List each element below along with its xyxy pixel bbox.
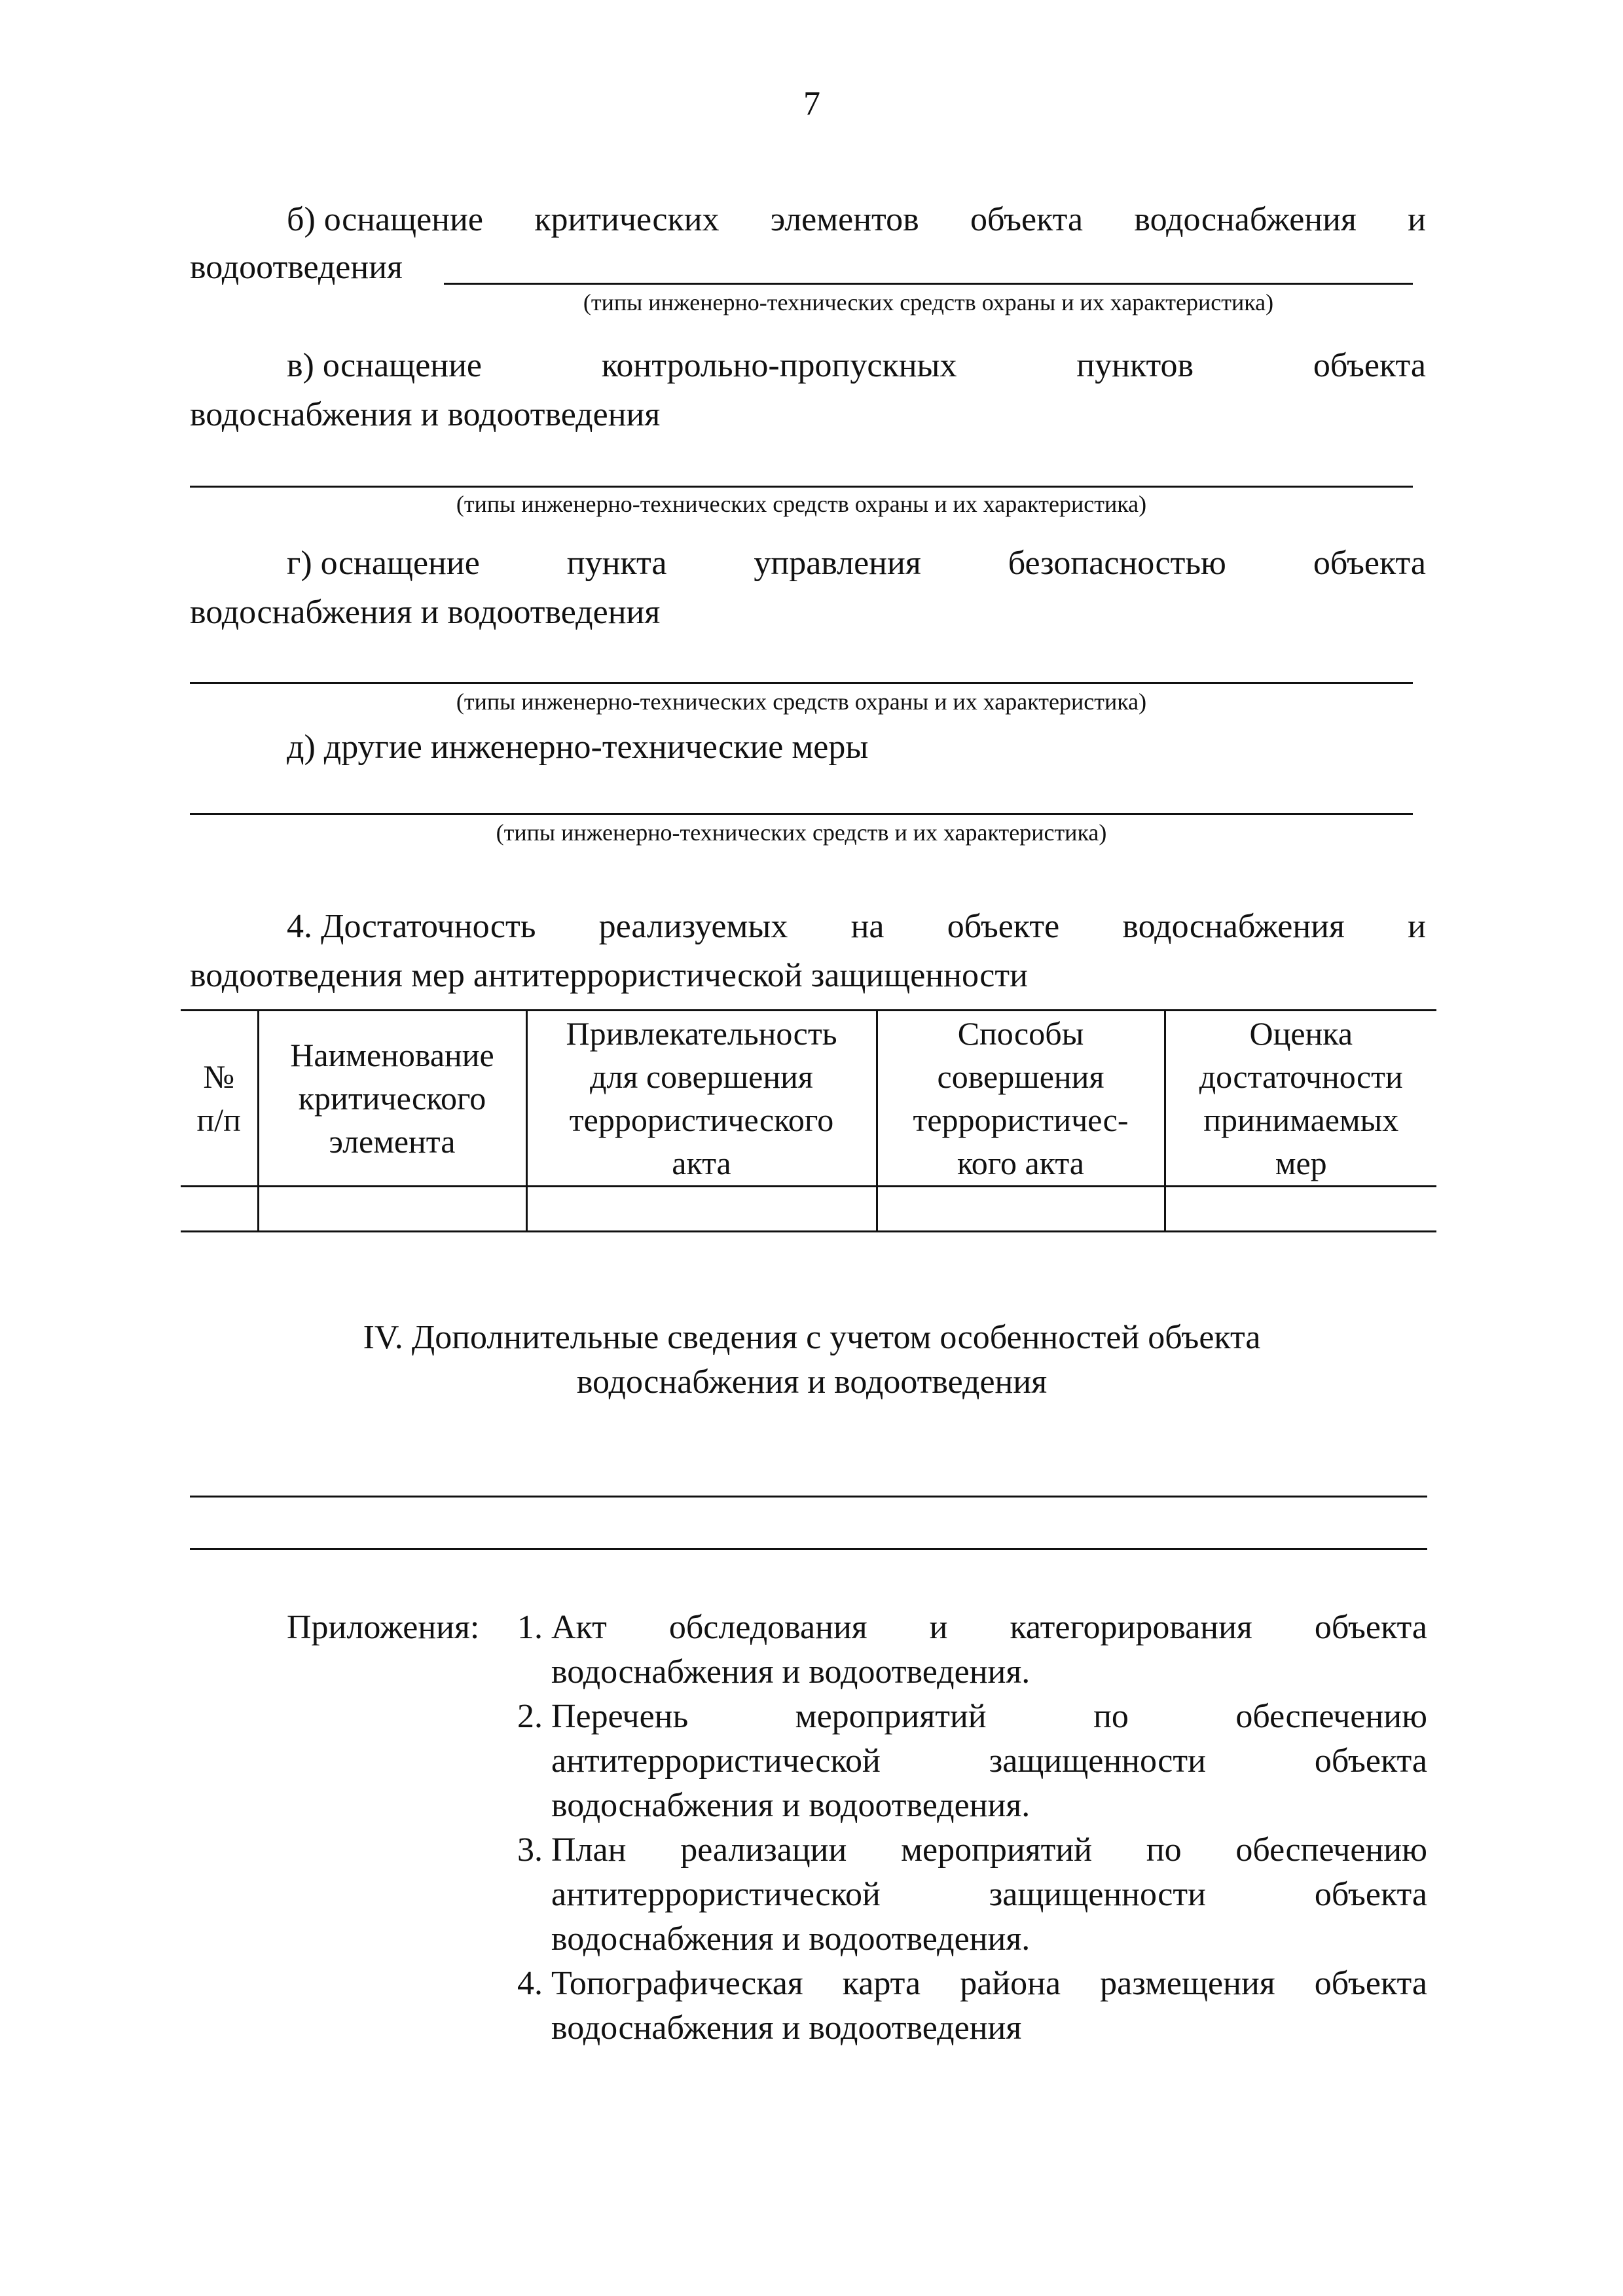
header-text: Привлекательность: [566, 1015, 837, 1052]
item-g-line1: [287, 541, 1426, 586]
word: объекта: [1314, 1742, 1427, 1780]
word: мероприятий: [795, 1698, 987, 1735]
appendix-2-line2: [551, 1739, 1427, 1784]
appendix-3-line3: водоснабжения и водоотведения.: [551, 1920, 1030, 1958]
word: по: [1093, 1698, 1129, 1735]
word: и: [1408, 201, 1426, 238]
appendix-2-line1: [551, 1695, 1427, 1739]
item-d-line1: д) другие инженерно-технические меры: [287, 728, 869, 766]
appendix-2-line3: водоснабжения и водоотведения.: [551, 1787, 1030, 1824]
word: объекта: [1314, 1965, 1427, 2002]
item-d-fill-line: [190, 813, 1413, 815]
word: пунктов: [1076, 347, 1194, 384]
word: Перечень: [551, 1698, 689, 1735]
item-v-line1: [287, 344, 1426, 388]
item-v-caption: (типы инженерно-технических средств охраны и их характеристика): [456, 491, 1147, 517]
item-b-line1: [287, 198, 1426, 242]
section-iv-title-line1: IV. Дополнительные сведения с учетом особенностей объекта: [363, 1319, 1261, 1356]
header-text: террористического: [569, 1102, 834, 1138]
header-text: принимаемых: [1203, 1102, 1399, 1138]
appendix-3-number: 3.: [517, 1831, 543, 1869]
appendix-1-line2: водоснабжения и водоотведения.: [551, 1653, 1030, 1691]
word: защищенности: [989, 1742, 1206, 1780]
word: объекта: [1313, 347, 1426, 384]
word: мероприятий: [901, 1831, 1093, 1869]
word: в) оснащение: [287, 347, 483, 384]
table-header-row: [181, 1011, 1436, 1187]
word: элементов: [770, 201, 919, 238]
appendix-3-line1: [551, 1828, 1427, 1873]
word: категорирования: [1010, 1609, 1252, 1646]
item-b-line2: водоотведения: [190, 249, 403, 286]
word: реализации: [680, 1831, 847, 1869]
header-cell-assessment: [1165, 1011, 1436, 1187]
appendix-4-line2: водоснабжения и водоотведения: [551, 2009, 1022, 2047]
word: План: [551, 1831, 627, 1869]
word: антитеррористической: [551, 1876, 881, 1913]
header-text: достаточности: [1199, 1058, 1403, 1095]
word: Акт: [551, 1609, 607, 1646]
header-text: кого акта: [957, 1145, 1084, 1181]
appendix-3-line2: [551, 1873, 1427, 1917]
header-text: совершения: [937, 1058, 1104, 1095]
word: размещения: [1100, 1965, 1275, 2002]
word: объекта: [1313, 545, 1426, 582]
word: по: [1146, 1831, 1182, 1869]
word: пункта: [566, 545, 667, 582]
header-text: Наименование: [290, 1037, 494, 1073]
appendix-4-number: 4.: [517, 1965, 543, 2002]
table-cell: [877, 1187, 1165, 1232]
header-cell-number: [181, 1011, 258, 1187]
item-v-fill-line: [190, 486, 1413, 488]
appendix-1-line1: [551, 1605, 1427, 1650]
header-cell-methods: [877, 1011, 1165, 1187]
word: объекта: [1314, 1876, 1427, 1913]
word: реализуемых: [598, 908, 788, 945]
header-cell-element-name: [258, 1011, 526, 1187]
header-text: п/п: [196, 1102, 241, 1138]
item-g-line2: водоснабжения и водоотведения: [190, 594, 661, 631]
table-row: [181, 1187, 1436, 1232]
item-g-caption: (типы инженерно-технических средств охраны и их характеристика): [456, 689, 1147, 715]
sufficiency-table: [181, 1009, 1436, 1232]
header-text: мер: [1275, 1145, 1327, 1181]
word: обследования: [668, 1609, 867, 1646]
appendix-4-line1: [551, 1962, 1427, 2006]
item-g-fill-line: [190, 682, 1413, 684]
item-b-caption: (типы инженерно-технических средств охраны и их характеристика): [583, 289, 1274, 315]
appendices-label: Приложения:: [287, 1609, 480, 1646]
header-text: для совершения: [590, 1058, 813, 1095]
header-text: критического: [298, 1080, 486, 1117]
word: безопасностью: [1008, 545, 1226, 582]
word: 4. Достаточность: [287, 908, 536, 945]
section4-line1: [287, 905, 1426, 949]
table-cell: [526, 1187, 877, 1232]
section-iv-fill-line-1: [190, 1496, 1427, 1498]
header-text: №: [203, 1058, 235, 1095]
header-text: элемента: [329, 1123, 456, 1160]
word: и: [1408, 908, 1426, 945]
page-number: 7: [803, 85, 820, 122]
header-text: акта: [672, 1145, 731, 1181]
word: защищенности: [989, 1876, 1206, 1913]
word: карта: [842, 1965, 921, 2002]
appendix-2-number: 2.: [517, 1698, 543, 1735]
word: и: [929, 1609, 948, 1646]
item-b-fill-line: [444, 283, 1413, 285]
word: водоснабжения: [1134, 201, 1357, 238]
word: на: [850, 908, 884, 945]
header-text: террористичес-: [913, 1102, 1129, 1138]
word: Топографическая: [551, 1965, 803, 2002]
word: обеспечению: [1235, 1831, 1427, 1869]
word: б) оснащение: [287, 201, 483, 238]
word: района: [960, 1965, 1061, 2002]
table-cell: [1165, 1187, 1436, 1232]
word: обеспечению: [1235, 1698, 1427, 1735]
table-cell: [181, 1187, 258, 1232]
header-text: Способы: [957, 1015, 1084, 1052]
appendix-1-number: 1.: [517, 1609, 543, 1646]
word: контрольно-пропускных: [601, 347, 957, 384]
word: водоснабжения: [1122, 908, 1345, 945]
word: антитеррористической: [551, 1742, 881, 1780]
word: объекте: [947, 908, 1060, 945]
word: г) оснащение: [287, 545, 480, 582]
word: критических: [534, 201, 720, 238]
word: объекта: [970, 201, 1084, 238]
section4-line2: водоотведения мер антитеррористической защищенности: [190, 957, 1028, 994]
section-iv-title-line2: водоснабжения и водоотведения: [576, 1363, 1048, 1401]
header-cell-attractiveness: [526, 1011, 877, 1187]
word: управления: [754, 545, 921, 582]
section-iv-fill-line-2: [190, 1548, 1427, 1550]
word: объекта: [1314, 1609, 1427, 1646]
item-v-line2: водоснабжения и водоотведения: [190, 396, 661, 433]
header-text: Оценка: [1249, 1015, 1353, 1052]
table-cell: [258, 1187, 526, 1232]
item-d-caption: (типы инженерно-технических средств и их характеристика): [496, 819, 1107, 846]
